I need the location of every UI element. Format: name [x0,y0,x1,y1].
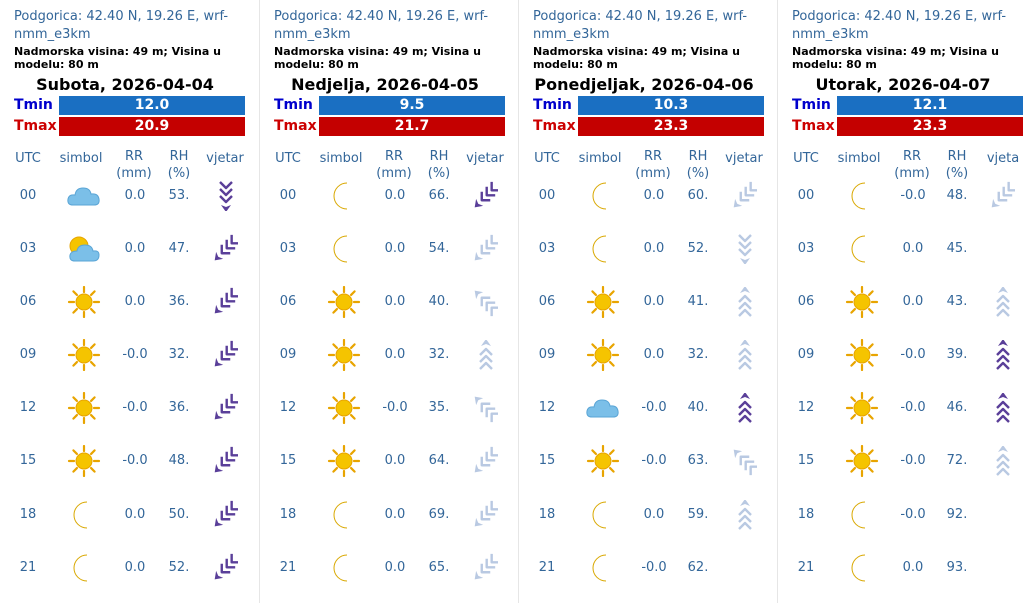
wind-arrow-icon [474,287,498,317]
wind-arrow-icon [733,500,757,530]
header-wind: vjetar [466,151,504,166]
rh-cell: 59. [687,507,709,522]
header-symbol: simbol [59,151,103,166]
tmin-label: Tmin [274,97,313,113]
rh-cell: 64. [428,453,450,468]
utc-cell: 21 [279,560,297,575]
elevation-label: Nadmorska visina: 49 m; Visina u modelu: 80 m [14,45,221,71]
rh-cell: 32. [687,347,709,362]
header-wind: vjeta [986,151,1020,166]
location-label: Podgorica: 42.40 N, 19.26 E, wrf-nmm_e3km [533,9,748,42]
header-rh-unit: (%) [686,166,710,181]
rh-cell: 63. [687,453,709,468]
moon-icon [844,552,880,584]
tmax-value: 21.7 [319,117,505,136]
wind-arrow-icon [733,234,757,264]
forecast-day-panel [0,0,259,603]
wind-arrow-icon [474,446,498,476]
rr-cell: 0.0 [384,241,406,256]
tmax-label: Tmax [14,118,57,134]
tmin-label: Tmin [533,97,572,113]
utc-cell: 00 [279,188,297,203]
moon-icon [326,180,362,212]
utc-cell: 12 [19,400,37,415]
tmin-value: 10.3 [578,96,764,115]
utc-cell: 15 [538,453,556,468]
wind-arrow-icon [991,181,1015,211]
sun-icon [66,392,102,424]
rr-cell: 0.0 [384,560,406,575]
rh-cell: 41. [687,294,709,309]
moon-icon [585,180,621,212]
wind-arrow-icon [991,446,1015,476]
sun-icon [326,339,362,371]
header-wind: vjetar [725,151,763,166]
wind-arrow-icon [214,234,238,264]
tmax-label: Tmax [274,118,317,134]
rh-cell: 50. [168,507,190,522]
rh-cell: 36. [168,400,190,415]
utc-cell: 18 [279,507,297,522]
wind-arrow-icon [474,234,498,264]
sun-icon [326,286,362,318]
wind-arrow-icon [991,287,1015,317]
wind-arrow-icon [733,446,757,476]
header-rh [418,148,460,182]
moon-icon [585,233,621,265]
rh-cell: 43. [946,294,968,309]
elevation-label: Nadmorska visina: 49 m; Visina u modelu: 80 m [274,45,481,71]
utc-cell: 12 [279,400,297,415]
wind-arrow-icon [991,393,1015,423]
rr-cell: 0.0 [643,188,665,203]
rr-cell: 0.0 [124,294,146,309]
utc-cell: 12 [797,400,815,415]
header-rr [888,148,936,182]
rr-cell: -0.0 [382,400,408,415]
wind-arrow-icon [214,500,238,530]
rr-cell: -0.0 [122,453,148,468]
tmax-value: 20.9 [59,117,245,136]
day-title: Utorak, 2026-04-07 [815,75,991,94]
rr-cell: -0.0 [900,507,926,522]
moon-icon [66,499,102,531]
tmax-label: Tmax [792,118,835,134]
rr-cell: 0.0 [384,347,406,362]
day-title: Nedjelja, 2026-04-05 [291,75,479,94]
rh-cell: 53. [168,188,190,203]
wind-arrow-icon [991,340,1015,370]
utc-cell: 06 [279,294,297,309]
utc-cell: 03 [797,241,815,256]
rr-cell: 0.0 [902,294,924,309]
utc-cell: 00 [19,188,37,203]
utc-cell: 15 [279,453,297,468]
utc-cell: 21 [19,560,37,575]
wind-arrow-icon [474,553,498,583]
rh-cell: 48. [946,188,968,203]
rh-cell: 72. [946,453,968,468]
rh-cell: 39. [946,347,968,362]
rr-cell: -0.0 [122,400,148,415]
rh-cell: 40. [687,400,709,415]
utc-cell: 09 [797,347,815,362]
header-utc: UTC [534,151,560,166]
tmax-value: 23.3 [837,117,1023,136]
rh-cell: 40. [428,294,450,309]
moon-icon [326,552,362,584]
utc-cell: 21 [538,560,556,575]
utc-cell: 00 [538,188,556,203]
wind-arrow-icon [214,287,238,317]
rh-cell: 45. [946,241,968,256]
forecast-day-panel [518,0,777,603]
rr-cell: -0.0 [900,453,926,468]
utc-cell: 15 [797,453,815,468]
header-symbol: simbol [578,151,622,166]
rh-cell: 46. [946,400,968,415]
wind-arrow-icon [474,181,498,211]
header-symbol: simbol [319,151,363,166]
rh-cell: 93. [946,560,968,575]
tmax-value: 23.3 [578,117,764,136]
rh-cell: 62. [687,560,709,575]
wind-arrow-icon [474,393,498,423]
utc-cell: 18 [538,507,556,522]
wind-arrow-icon [733,393,757,423]
header-rr [110,148,158,182]
moon-icon [844,233,880,265]
header-rr [370,148,418,182]
utc-cell: 03 [279,241,297,256]
rr-cell: 0.0 [384,294,406,309]
rr-cell: -0.0 [900,188,926,203]
tmax-label: Tmax [533,118,576,134]
sun-icon [326,392,362,424]
utc-cell: 03 [538,241,556,256]
rh-cell: 32. [428,347,450,362]
header-utc: UTC [15,151,41,166]
rr-cell: 0.0 [643,507,665,522]
rr-cell: 0.0 [124,241,146,256]
rr-cell: 0.0 [124,507,146,522]
wind-arrow-icon [214,393,238,423]
cloud-icon [66,180,102,212]
sun-icon [326,445,362,477]
wind-arrow-icon [733,340,757,370]
rh-cell: 92. [946,507,968,522]
header-rr-title: RR [902,149,922,164]
moon-icon [66,552,102,584]
utc-cell: 03 [19,241,37,256]
day-title: Subota, 2026-04-04 [36,75,214,94]
wind-arrow-icon [474,340,498,370]
tmin-value: 12.0 [59,96,245,115]
rr-cell: 0.0 [643,294,665,309]
header-rh-unit: (%) [945,166,969,181]
header-rh-title: RH [688,149,708,164]
rh-cell: 60. [687,188,709,203]
partly-cloudy-icon [66,233,102,265]
sun-icon [66,339,102,371]
rh-cell: 52. [168,560,190,575]
wind-arrow-icon [733,287,757,317]
header-symbol: simbol [837,151,881,166]
moon-icon [844,180,880,212]
rr-cell: -0.0 [900,400,926,415]
location-label: Podgorica: 42.40 N, 19.26 E, wrf-nmm_e3km [14,9,229,42]
tmin-label: Tmin [792,97,831,113]
moon-icon [585,499,621,531]
utc-cell: 06 [19,294,37,309]
sun-icon [585,339,621,371]
header-rh-unit: (%) [167,166,191,181]
rh-cell: 69. [428,507,450,522]
rr-cell: -0.0 [641,560,667,575]
rh-cell: 36. [168,294,190,309]
location-label: Podgorica: 42.40 N, 19.26 E, wrf-nmm_e3km [792,9,1007,42]
sun-icon [844,445,880,477]
header-rh [936,148,978,182]
sun-icon [585,286,621,318]
rh-cell: 65. [428,560,450,575]
rh-cell: 54. [428,241,450,256]
header-rh-unit: (%) [427,166,451,181]
rr-cell: 0.0 [124,560,146,575]
forecast-day-panel [777,0,1024,603]
header-rh-title: RH [947,149,967,164]
header-rh-title: RH [169,149,189,164]
rr-cell: 0.0 [643,347,665,362]
wind-arrow-icon [474,500,498,530]
utc-cell: 06 [538,294,556,309]
rh-cell: 52. [687,241,709,256]
header-utc: UTC [275,151,301,166]
rh-cell: 48. [168,453,190,468]
header-rr-title: RR [384,149,404,164]
header-rh [158,148,200,182]
header-rr [629,148,677,182]
rh-cell: 35. [428,400,450,415]
header-rh-title: RH [429,149,449,164]
rr-cell: -0.0 [641,400,667,415]
wind-arrow-icon [214,553,238,583]
sun-icon [844,339,880,371]
wind-arrow-icon [214,340,238,370]
cloud-icon [585,392,621,424]
utc-cell: 06 [797,294,815,309]
header-utc: UTC [793,151,819,166]
moon-icon [844,499,880,531]
rh-cell: 47. [168,241,190,256]
rr-cell: 0.0 [384,453,406,468]
moon-icon [585,552,621,584]
utc-cell: 12 [538,400,556,415]
utc-cell: 21 [797,560,815,575]
moon-icon [326,499,362,531]
utc-cell: 18 [797,507,815,522]
utc-cell: 00 [797,188,815,203]
header-rr-title: RR [124,149,144,164]
sun-icon [844,392,880,424]
location-label: Podgorica: 42.40 N, 19.26 E, wrf-nmm_e3km [274,9,489,42]
sun-icon [844,286,880,318]
rh-cell: 66. [428,188,450,203]
sun-icon [66,286,102,318]
tmin-label: Tmin [14,97,53,113]
utc-cell: 18 [19,507,37,522]
rr-cell: -0.0 [641,453,667,468]
rr-cell: 0.0 [124,188,146,203]
utc-cell: 15 [19,453,37,468]
day-title: Ponedjeljak, 2026-04-06 [534,75,754,94]
wind-arrow-icon [214,446,238,476]
header-rr-unit: (mm) [894,166,930,181]
rr-cell: -0.0 [900,347,926,362]
sun-icon [585,445,621,477]
elevation-label: Nadmorska visina: 49 m; Visina u modelu: 80 m [792,45,999,71]
utc-cell: 09 [538,347,556,362]
rr-cell: 0.0 [902,241,924,256]
header-rr-title: RR [643,149,663,164]
elevation-label: Nadmorska visina: 49 m; Visina u modelu: 80 m [533,45,740,71]
rr-cell: 0.0 [902,560,924,575]
utc-cell: 09 [19,347,37,362]
rr-cell: -0.0 [122,347,148,362]
header-rr-unit: (mm) [376,166,412,181]
rh-cell: 32. [168,347,190,362]
rr-cell: 0.0 [384,507,406,522]
rr-cell: 0.0 [643,241,665,256]
moon-icon [326,233,362,265]
tmin-value: 9.5 [319,96,505,115]
rr-cell: 0.0 [384,188,406,203]
header-rh [677,148,719,182]
wind-arrow-icon [214,181,238,211]
header-rr-unit: (mm) [116,166,152,181]
header-wind: vjetar [206,151,244,166]
header-rr-unit: (mm) [635,166,671,181]
forecast-day-panel [259,0,518,603]
tmin-value: 12.1 [837,96,1023,115]
wind-arrow-icon [733,181,757,211]
sun-icon [66,445,102,477]
utc-cell: 09 [279,347,297,362]
